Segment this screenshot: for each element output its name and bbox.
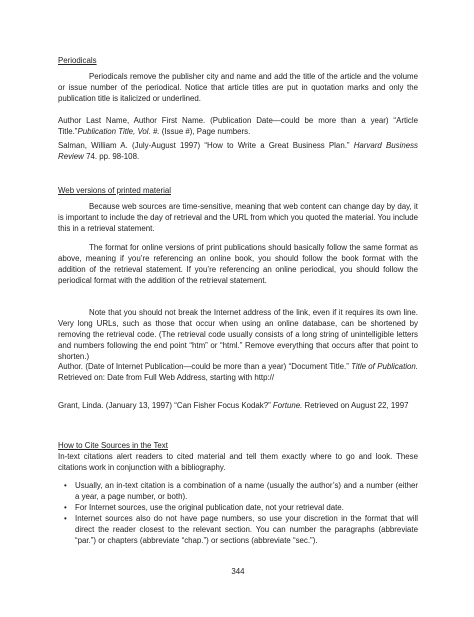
list-item: • Internet sources also do not have page numbers, so use your discretion in the format that will direct the reader closest to the relevant section. You can number the paragraphs (abbreviate “par.”) or chapters (abbreviate “chap.”) or sections (abbreviate “sec.”). [64, 513, 418, 545]
web-example: Grant, Linda. (January 13, 1997) “Can Fisher Focus Kodak?” Fortune. Retrieved on August 22, 1997 [58, 401, 409, 410]
cite-heading: How to Cite Sources in the Text [58, 441, 168, 450]
periodicals-intro: Periodicals remove the publisher city and name and add the title of the article and the volume or issue number of the periodical. Notice that article titles are put in quotation marks and only the publication title is italicized or underlined. [58, 72, 418, 103]
bullet-glyph: • [64, 502, 67, 512]
bullet-glyph: • [64, 513, 67, 523]
page-number: 344 [231, 567, 245, 576]
web-para-2: The format for online versions of print publications should basically follow the same format as above, meaning if you’re referencing an online book, you should follow the book format with the addition of the retrieval statement. If you’re referencing an online periodical, you should follow the periodical format with the addition of the retrieval statement. [58, 243, 418, 285]
web-para-3: Note that you should not break the Internet address of the link, even if it requires its own line. Very long URLs, such as those that occur when using an online database, can be shortened by removing the retrieval code. (The retrieval code usually consists of a long string of unintelligible letters and numbers following the end point “htm” or “html.” Remove everything that occurs after that point to shorten.) [58, 308, 418, 361]
web-versions-heading: Web versions of printed material [58, 186, 172, 195]
list-item: • Usually, an in-text citation is a combination of a name (usually the author’s) and a number (either a year, a page number, or both). [64, 481, 418, 501]
cite-bullet-list [58, 481, 418, 546]
periodicals-format: Author Last Name, Author First Name. (Publication Date—could be more than a year) “Article Title.”Publication Title, Vol. #. (Issue #), Page numbers. [58, 116, 418, 136]
cite-intro: In-text citations alert readers to cited material and tell them exactly where to go and look. These citations work in conjunction with a bibliography. [58, 452, 418, 472]
periodicals-heading: Periodicals [58, 56, 97, 65]
web-para-1: Because web sources are time-sensitive, meaning that web content can change day by day, it is important to include the day of retrieval and the URL from which you quoted the material. You include this in a retrieval statement. [58, 202, 418, 233]
list-item: • For Internet sources, use the original publication date, not your retrieval date. [64, 502, 344, 512]
bullet-glyph: • [64, 481, 67, 490]
periodicals-example: Salman, William A. (July-August 1997) “How to Write a Great Business Plan.” Harvard Business Review 74. pp. 98-108. [58, 141, 418, 161]
web-format: Author. (Date of Internet Publication—could be more than a year) “Document Title.” Title of Publication. Retrieved on: Date from Full Web Address, starting with http:// [58, 362, 418, 382]
